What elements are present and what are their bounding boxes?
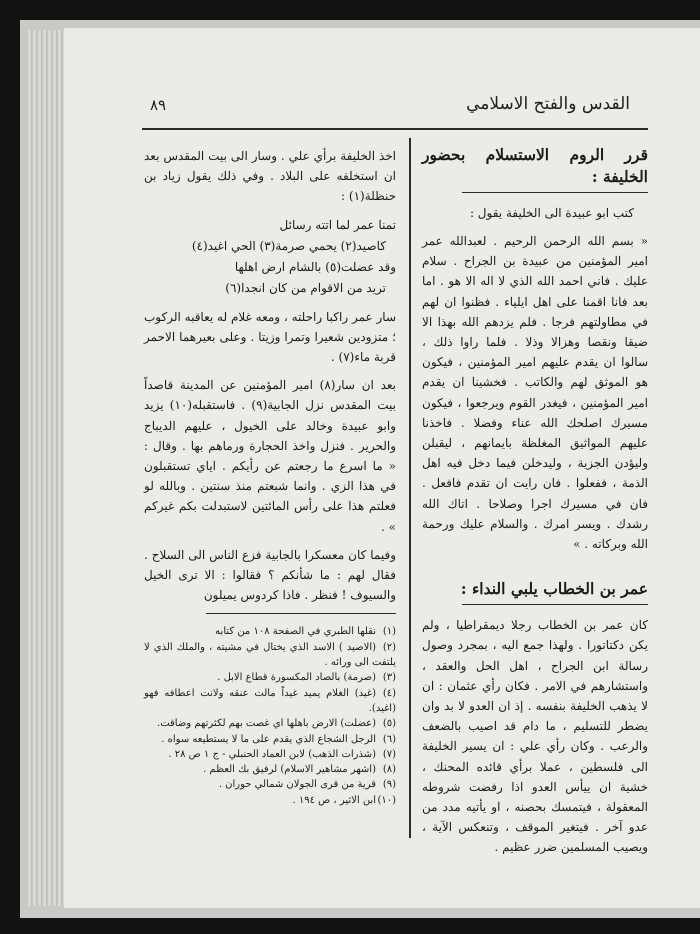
footnote: (٨)(اشهر مشاهير الاسلام) لرفيق بك العظم . xyxy=(203,764,396,776)
header-rule xyxy=(142,128,648,130)
omar-paragraph: كان عمر بن الخطاب رجلا ديمقراطيا ، ولم يكن دكتاتورا . ولهذا جمع اليه ، بمجرد وصول رسالة ابن الجراح ، اهل الحل والعقد ، واستشارهم في الامر . فكان رأي عثمان : ان لا يذهب الخليفة بنفسه . إذ ان العدو لا بد وان يضطر للتسليم ، ما دام قد اصيب بالضعف والرعب . وكان رأي علي : ان يسير الخليفة الى فلسطين ، عملا برأي قائده المحنك ، خشية ان ييأس العدو اذا رفضت شروطه المعقولة ، فيتمسك بحصنه ، او يأتيه مدد من عدو آخر . فيتغير الموقف ، وتنعكس الآية ، ويصيب المسلمين ضرر عظيم . xyxy=(422,618,648,855)
paragraph-1: اخذ الخليفة برأي علي . وسار الى بيت المقدس بعد ان استخلفه على البلاد . وفي ذلك يقول زياد بن حنظلة(١) : xyxy=(144,149,396,204)
letter-body: « بسم الله الرحمن الرحيم . لعبدالله عمر امير المؤمنين من عبيدة بن الجراح . سلام عليك . فاني احمد الله الذي لا اله الا هو . اما بعد فانا اقمنا على اهل ايلياء . فظنوا ان لهم في مطاولتهم فرجا . فلم يزدهم الله بهذا الا ضيقا ونقصا وهزالا وذلا . فلما راوا ذلك ، سالوا ان يقدم عليهم امير المؤمنين ، فيكون هو الموثق لهم والكاتب . فخشينا ان يقدم امير المؤمنين ، فيغدر القوم ويرجعوا ، فيكون مسيرك اصلحك الله عناء وفضلا . فاخذنا عليهم المواثيق المغلظة بايمانهم ، ليقبلن وليؤدن الجزية ، وليدخلن فيما دخل فيه اهل الذمة ، ففعلوا . فان رايت ان تقدم فافعل . فان في مسيرك اجرا وصلاحا . اتاك الله رشدك . ويسر امرك . والسلام عليك ورحمة الله وبركاته . » xyxy=(422,234,648,552)
verse-line: وقد عضلت(٥) بالشام ارض اهلها xyxy=(234,259,396,274)
footnote: (٢)(الاصيد ) الاسد الذي يختال في مشيته ، والملك الذي لا يلتفت الى ورائه . xyxy=(144,641,396,669)
section-heading-omar: عمر بن الخطاب يلبي النداء : xyxy=(460,579,648,599)
footnote: (١٠)ابن الاثير ، ص ١٩٤ . xyxy=(292,794,396,806)
paragraph-3: بعد ان سار(٨) امير المؤمنين عن المدينة قاصداً بيت المقدس نزل الجابية(٩) . فاستقبله(١٠) يزيد وابو عبيدة وخالد على الخيول ، عليهم الديباج والحرير . فنزل واخذ الحجارة ورماهم بها . وقال : « ما اسرع ما رجعتم عن رأيكم . اياي تستقبلون في هذا الزي . وانما شبعتم منذ سنتين . وبالله لو فعلتم هذا على رأس المائتين لاستبدلت بكم غيركم » . xyxy=(144,378,396,534)
footnote-rule xyxy=(206,613,396,614)
verse-line: تريد من الاقوام من كان انجدا(٦) xyxy=(225,280,386,295)
paragraph-4: وفيما كان معسكرا بالجابية فزع الناس الى السلاح . فقال لهم : ما شأنكم ؟ فقالوا : الا ترى الخيل والسيوف ! فنظر . فاذا كردوس يميلون xyxy=(144,547,396,603)
footnote: (٥)(عضلت) الارض باهلها اي غصت بهم لكثرتهم وضاقت. xyxy=(157,718,396,730)
heading-underline xyxy=(462,192,648,193)
page-number: ٨٩ xyxy=(150,96,167,114)
verse-line: تمنا عمر لما اتته رسائل xyxy=(279,217,396,232)
heading-underline xyxy=(462,604,648,605)
page-header xyxy=(64,94,700,120)
footnote: (٩)قرية من قرى الجولان شمالي حوران . xyxy=(218,779,396,791)
poem xyxy=(144,215,396,299)
running-title: القدس والفتح الاسلامي xyxy=(466,94,630,114)
letter-intro: كتب ابو عبيدة الى الخليفة يقول : xyxy=(469,206,634,220)
paragraph-2: سار عمر راكبا راحلته ، ومعه غلام له يعاقبه الركوب ؛ متزودين شعيرا وتمرا وزيتا . وعلى بعيرهما الاحمر قربة ماء(٧) . xyxy=(144,309,396,365)
footnotes xyxy=(144,624,396,808)
footnote: (٦)الرجل الشجاع الذي يقدم على ما لا يستطيعه سواه . xyxy=(161,733,396,745)
footnote: (٧)(شذرات الذهب) لابن العماد الحنبلي - ج ١ ص ٢٨ . xyxy=(168,748,396,760)
footnote: (١)نقلها الطبري في الصفحة ١٠٨ من كتابه xyxy=(215,626,396,638)
verse-line: كاصيد(٢) يحمي صرمة(٣) الحي اغيد(٤) xyxy=(191,238,386,253)
column-divider xyxy=(409,138,411,838)
right-column xyxy=(422,144,648,866)
footnote: (٣)(صرمة) بالصاد المكسورة قطاع الابل . xyxy=(217,672,396,684)
book-page xyxy=(64,28,700,908)
left-column xyxy=(144,146,396,808)
footnote: (٤)(غيد) الغلام يميد غيداً مالت عنقه ولانت اعطافه فهو (اغيد). xyxy=(144,687,396,714)
section-heading-surrender: قرر الروم الاستسلام بحضور الخليفة : xyxy=(422,145,648,186)
